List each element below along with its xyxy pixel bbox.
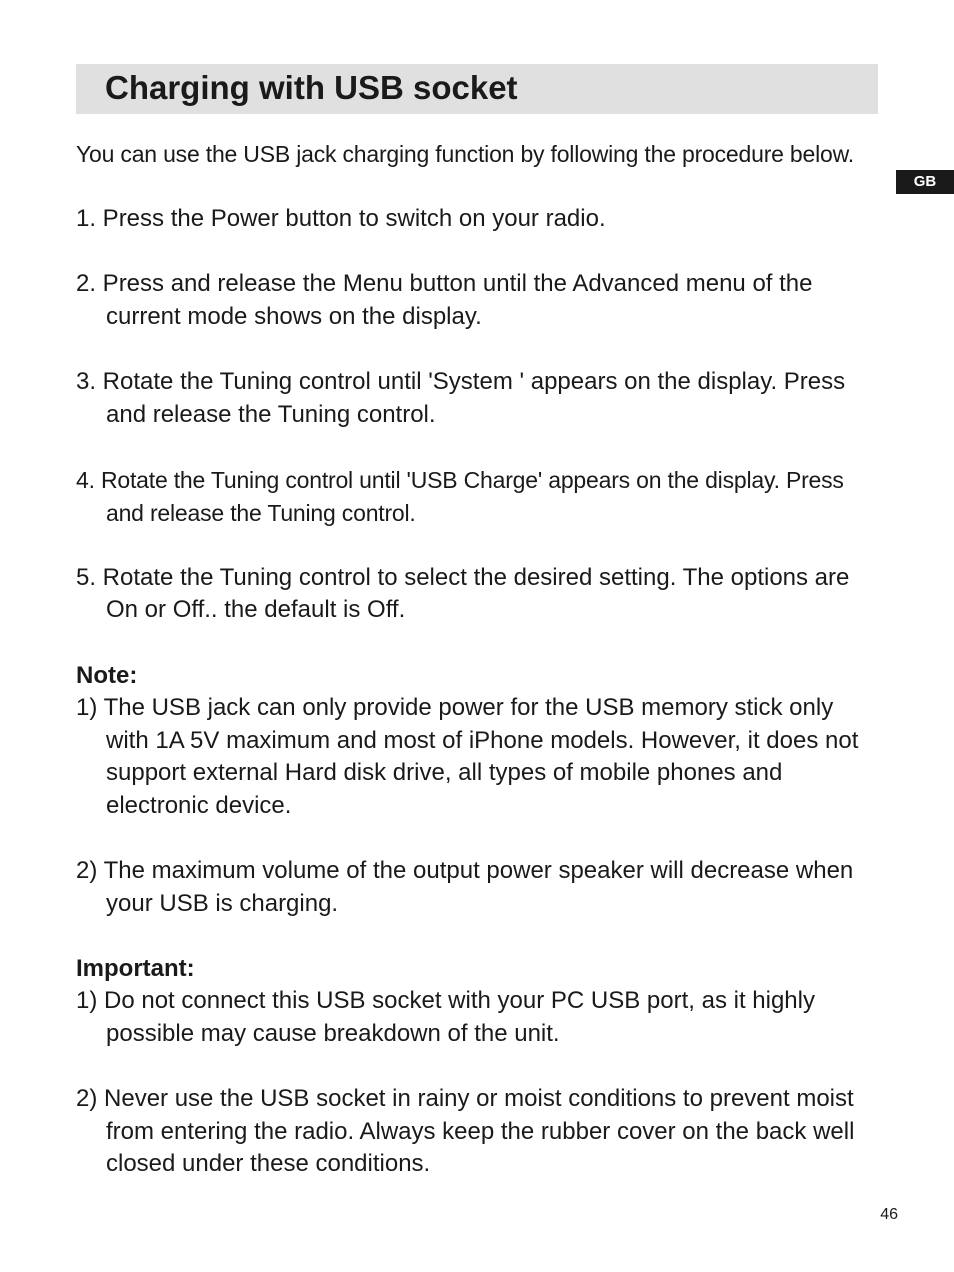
- section-title-bar: [76, 64, 878, 114]
- intro-paragraph: You can use the USB jack charging function by following the procedure below.: [76, 141, 854, 167]
- note-item-1: 1) The USB jack can only provide power for the USB memory stick only with 1A 5V maximum and most of iPhone models. However, it does not support external Hard disk drive, all types of mobile phones and electronic device.: [76, 694, 859, 819]
- important-heading: Important:: [76, 954, 195, 982]
- language-badge: GB: [896, 170, 954, 194]
- important-item-1: 1) Do not connect this USB socket with your PC USB port, as it highly possible may cause breakdown of the unit.: [76, 987, 815, 1048]
- note-item-2: 2) The maximum volume of the output power speaker will decrease when your USB is charging.: [76, 857, 854, 917]
- step-3: 3. Rotate the Tuning control until 'System ' appears on the display. Press and release the Tuning control.: [76, 368, 846, 428]
- step-5: 5. Rotate the Tuning control to select the desired setting. The options are On or Off.. the default is Off.: [76, 563, 850, 624]
- step-1: 1. Press the Power button to switch on your radio.: [76, 205, 606, 233]
- step-2: 2. Press and release the Menu button until the Advanced menu of the current mode shows on the display.: [76, 270, 813, 330]
- note-heading: Note:: [76, 661, 138, 689]
- step-4: 4. Rotate the Tuning control until 'USB Charge' appears on the display. Press and release the Tuning control.: [76, 466, 844, 526]
- page-number: 46: [880, 1206, 898, 1223]
- page-title: Charging with USB socket: [105, 69, 518, 106]
- important-item-2: 2) Never use the USB socket in rainy or moist conditions to prevent moist from entering the radio. Always keep the rubber cover on the back well closed under these conditions.: [76, 1085, 855, 1178]
- document-body: [76, 138, 878, 1181]
